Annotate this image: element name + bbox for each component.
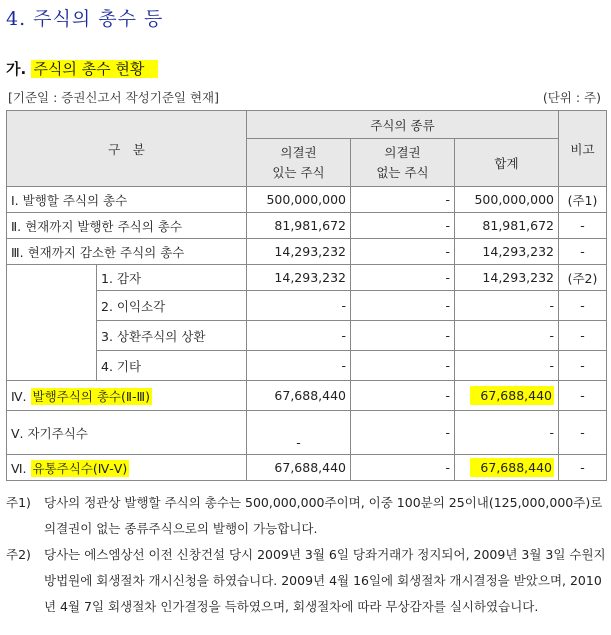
total-value: -	[455, 291, 559, 321]
row-label: Ⅲ. 현재까지 감소한 주식의 총수	[7, 239, 247, 265]
voting-value: -	[247, 351, 351, 381]
header-total: 합계	[455, 139, 559, 187]
remark-value: -	[559, 411, 607, 455]
row-label-prefix: Ⅵ.	[11, 460, 27, 476]
remark-value: -	[559, 381, 607, 411]
nonvoting-value: -	[351, 239, 455, 265]
nonvoting-value: -	[351, 187, 455, 213]
row-label: Ⅴ. 자기주식수	[7, 411, 247, 455]
row-label	[7, 455, 247, 481]
table-row	[7, 321, 607, 351]
footnote	[6, 542, 606, 620]
nonvoting-value: -	[351, 291, 455, 321]
section-title: 4. 주식의 총수 등	[6, 8, 164, 30]
subsection-highlight: 주식의 총수 현황	[31, 60, 158, 78]
row-label: 4. 기타	[97, 351, 247, 381]
voting-value: 500,000,000	[247, 187, 351, 213]
table-row	[7, 265, 607, 291]
header-remark: 비고	[559, 111, 607, 187]
header-nonvoting: 의결권 없는 주식	[351, 139, 455, 187]
footnotes	[6, 490, 606, 620]
voting-value: -	[247, 321, 351, 351]
remark-value: (주1)	[559, 187, 607, 213]
remark-value: -	[559, 351, 607, 381]
header-category: 구 분	[7, 111, 247, 187]
row-label-prefix: Ⅳ.	[11, 388, 27, 404]
table-row	[7, 381, 607, 411]
total-value: -	[455, 351, 559, 381]
voting-value: 81,981,672	[247, 213, 351, 239]
indent-cell	[7, 265, 97, 381]
subsection-prefix: 가.	[6, 60, 27, 78]
total-value: 81,981,672	[455, 213, 559, 239]
footnote-label: 주1)	[6, 495, 31, 510]
reference-date: [기준일 : 증권신고서 작성기준일 현재]	[8, 90, 219, 105]
nonvoting-value: -	[351, 455, 455, 481]
footnote	[6, 490, 606, 542]
nonvoting-value: -	[351, 381, 455, 411]
row-label: Ⅰ. 발행할 주식의 총수	[7, 187, 247, 213]
remark-value: -	[559, 213, 607, 239]
remark-value: -	[559, 239, 607, 265]
unit-label: (단위 : 주)	[542, 90, 601, 105]
row-label-highlight: 발행주식의 총수(Ⅱ-Ⅲ)	[32, 388, 151, 404]
voting-value: 67,688,440	[247, 455, 351, 481]
nonvoting-value: -	[351, 411, 455, 455]
total-highlight: 67,688,440	[470, 458, 554, 477]
total-value: 14,293,232	[455, 265, 559, 291]
row-label: 2. 이익소각	[97, 291, 247, 321]
row-label	[7, 381, 247, 411]
remark-value: -	[559, 455, 607, 481]
footnote-text: 당사는 에스엠상선 이전 신창건설 당시 2009년 3월 6일 당좌거래가 정지되어, 2009년 3월 3일 수원지방법원에 회생절차 개시신청을 하였습니다. 2009년 4월 16일에 회생절차 개시결정을 받았으며, 2010년 4월 7일 회생절차 인가결정을 득하였으며, 회생절차에 따라 무상감자를 실시하였습니다.	[44, 547, 606, 614]
remark-value: -	[559, 291, 607, 321]
total-value: 500,000,000	[455, 187, 559, 213]
share-count-table	[6, 110, 607, 481]
voting-value: 67,688,440	[247, 381, 351, 411]
table-row	[7, 351, 607, 381]
table-row	[7, 455, 607, 481]
header-voting: 의결권 있는 주식	[247, 139, 351, 187]
header-type-group: 주식의 종류	[247, 111, 559, 139]
total-highlight: 67,688,440	[470, 386, 554, 405]
remark-value: (주2)	[559, 265, 607, 291]
total-value	[455, 455, 559, 481]
nonvoting-value: -	[351, 265, 455, 291]
voting-value: -	[247, 411, 351, 455]
table-row	[7, 187, 607, 213]
table-row	[7, 239, 607, 265]
subsection-title	[6, 58, 158, 79]
nonvoting-value: -	[351, 351, 455, 381]
row-label: 1. 감자	[97, 265, 247, 291]
table-row	[7, 291, 607, 321]
voting-value: 14,293,232	[247, 265, 351, 291]
row-label-highlight: 유통주식수(Ⅳ-Ⅴ)	[32, 460, 128, 476]
remark-value: -	[559, 321, 607, 351]
total-value: -	[455, 411, 559, 455]
voting-value: 14,293,232	[247, 239, 351, 265]
table-row	[7, 411, 607, 455]
nonvoting-value: -	[351, 213, 455, 239]
total-value: -	[455, 321, 559, 351]
total-value	[455, 381, 559, 411]
total-value: 14,293,232	[455, 239, 559, 265]
nonvoting-value: -	[351, 321, 455, 351]
row-label: Ⅱ. 현재까지 발행한 주식의 총수	[7, 213, 247, 239]
row-label: 3. 상환주식의 상환	[97, 321, 247, 351]
voting-value: -	[247, 291, 351, 321]
footnote-label: 주2)	[6, 547, 31, 562]
table-row	[7, 213, 607, 239]
footnote-text: 당사의 정관상 발행할 주식의 총수는 500,000,000주이며, 이중 100분의 25이내(125,000,000주)로 의결권이 없는 종류주식으로의 발행이 가능합니다.	[44, 495, 603, 536]
